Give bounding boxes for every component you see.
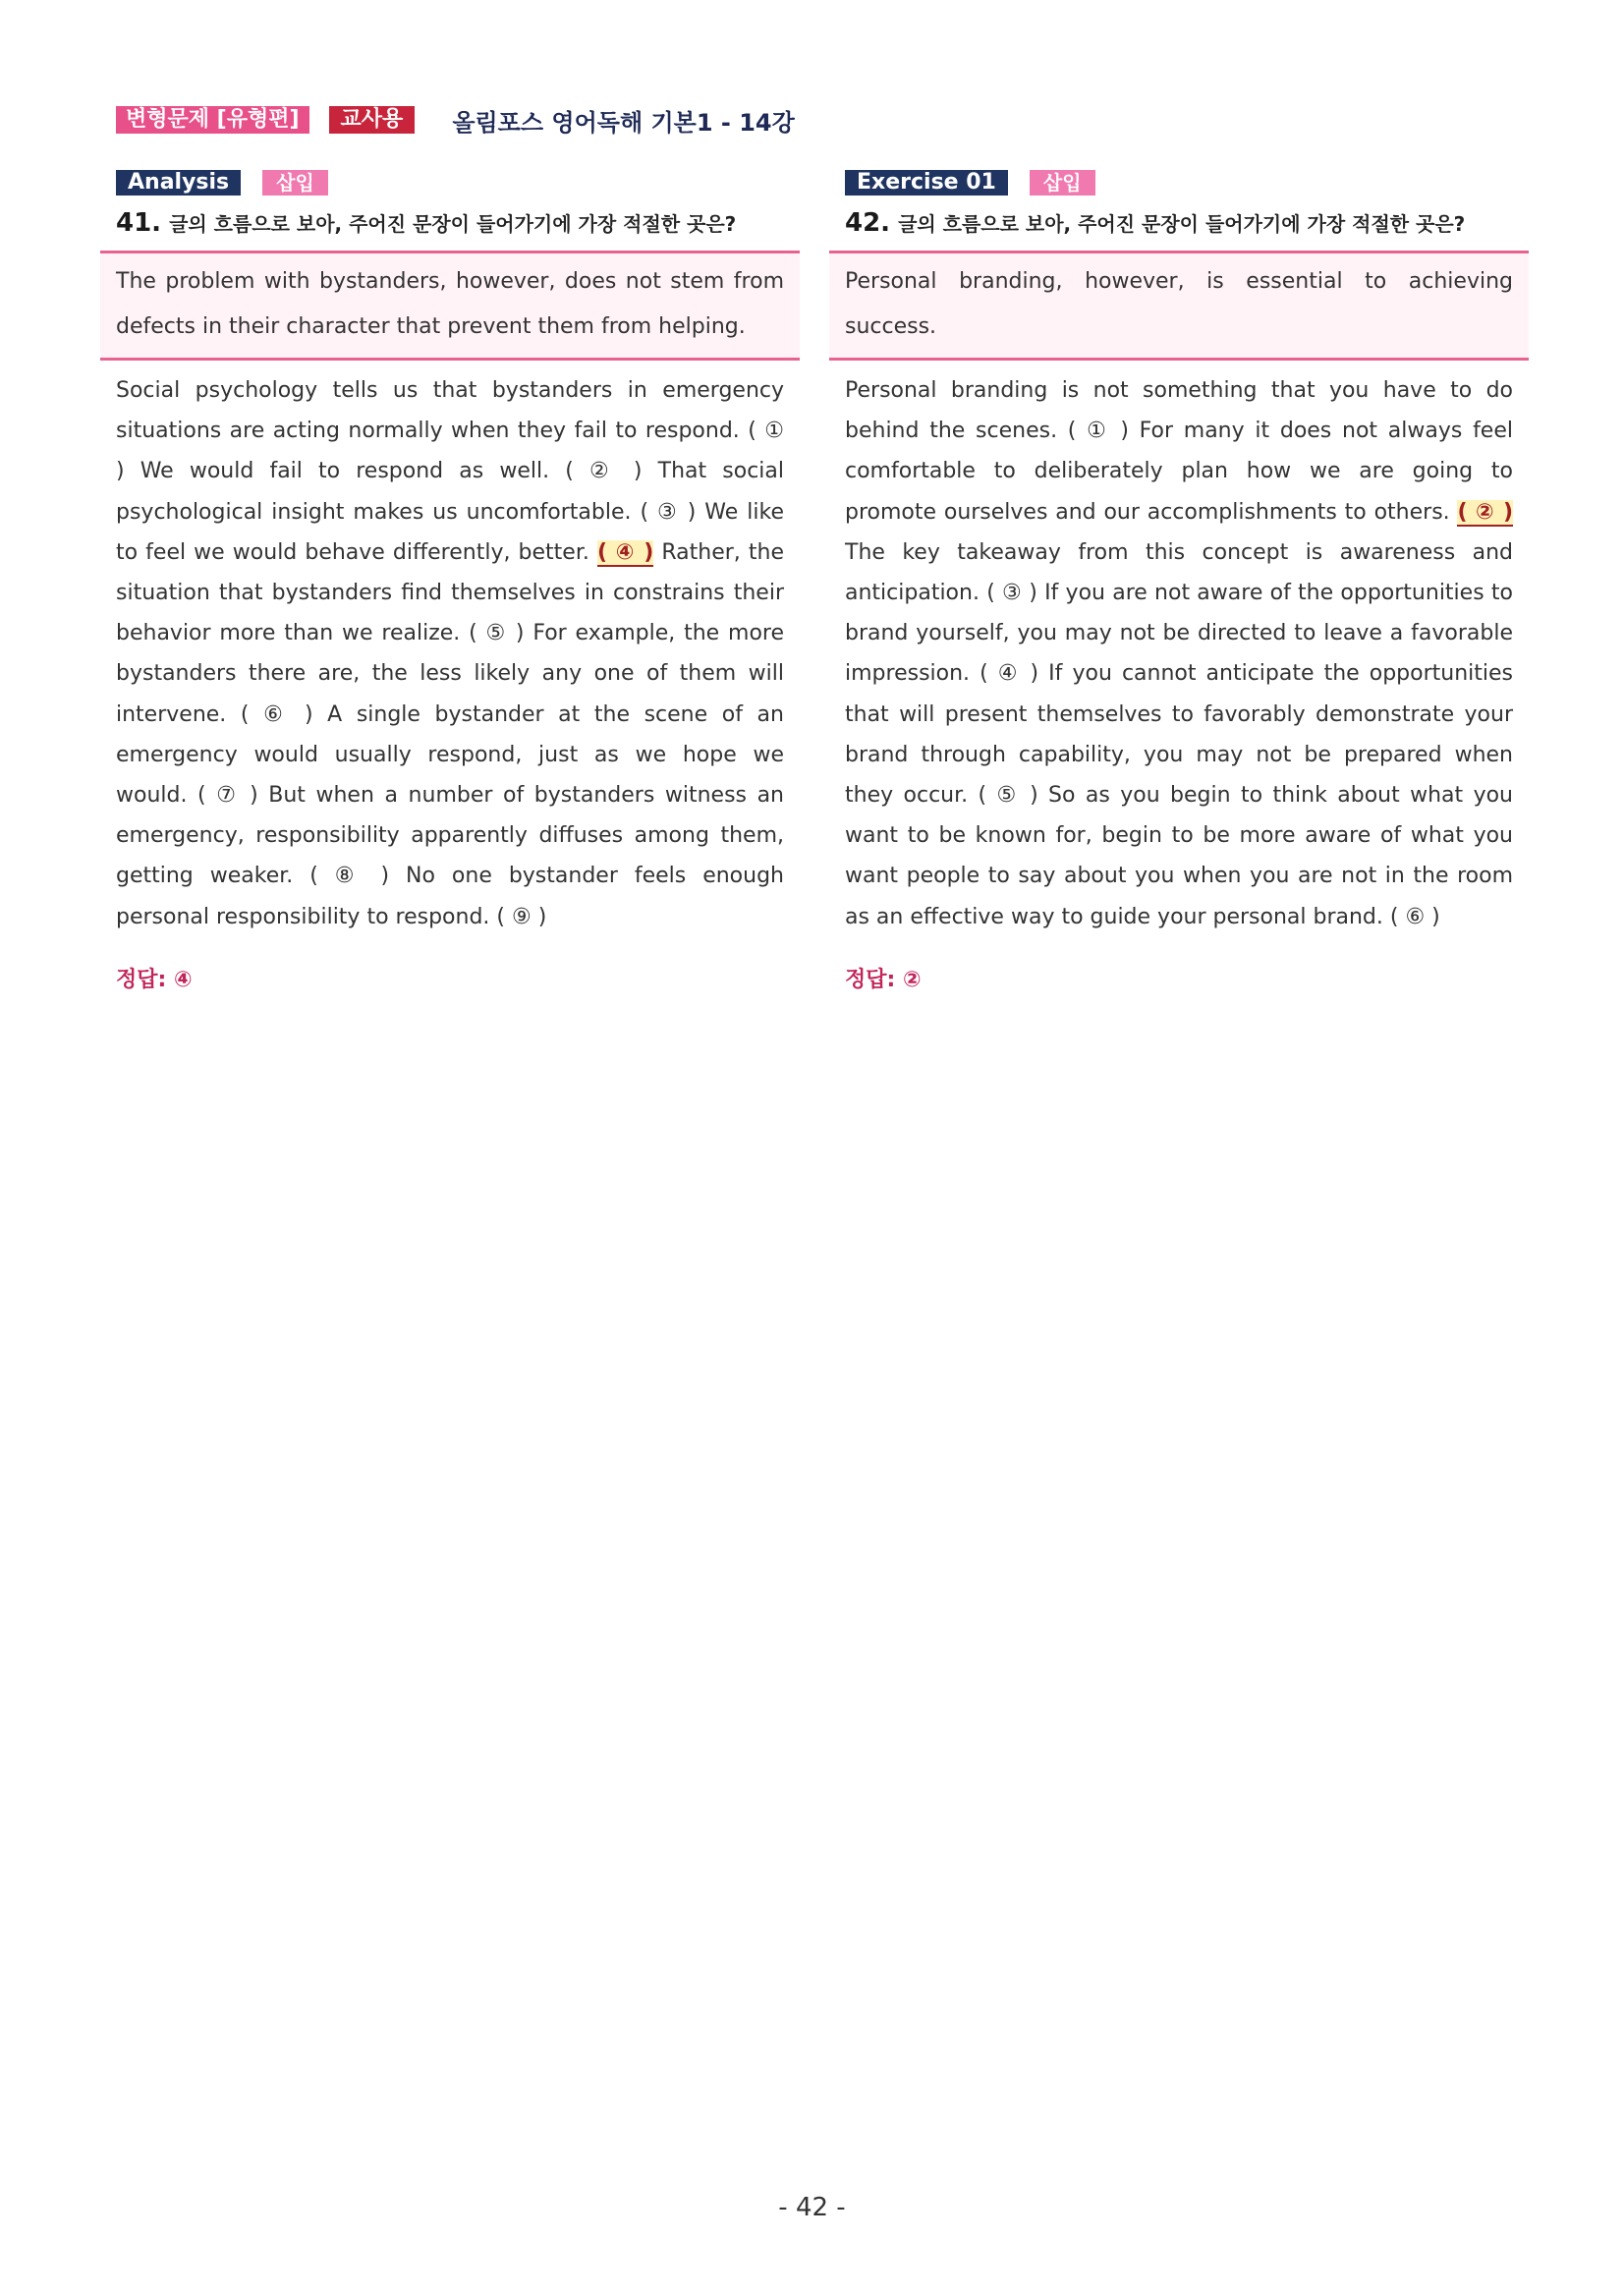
category-tag: 변형문제 [유형편] <box>116 106 309 134</box>
given-sentence: Personal branding, however, is essential to achieving success. <box>845 269 1513 339</box>
section-label: Exercise 01 <box>845 170 1008 196</box>
question-number: 41. <box>116 208 162 238</box>
passage-text-a: Personal branding is not something that you have to do behind the scenes. ( ① ) For many it does not always feel comfortable to deliberately plan how we are going to promote ourselves and our accomplishments to others. <box>845 378 1513 525</box>
answer-key: 정답: ④ <box>116 967 193 992</box>
passage <box>829 361 1529 937</box>
passage-text-a: Social psychology tells us that bystanders in emergency situations are acting normally when they fail to respond. ( ① ) We would fail to respond as well. ( ② ) That social psychological insight makes us uncomfortable. ( ③ ) We like to feel we would behave differently, better. <box>116 378 784 565</box>
answer-key: 정답: ② <box>845 967 922 992</box>
passage-text-b: The key takeaway from this concept is awareness and anticipation. ( ③ ) If you are not aware of the opportunities to brand yourself, you may not be directed to leave a favorable impression. ( ④ ) If you cannot anticipate the opportunities that will present themselves to favorably demonstrate your brand through capability, you may not be prepared when they occur. ( ⑤ ) So as you begin to think about what you want to be known for, begin to be more aware of what you want people to say about you when you are not in the room as an effective way to guide your personal brand. ( ⑥ ) <box>845 539 1513 929</box>
question-text: 글의 흐름으로 보아, 주어진 문장이 들어가기에 가장 적절한 곳은? <box>898 212 1466 236</box>
answer-position-mark: ( ② ) <box>1457 499 1514 525</box>
question-type-tag: 삽입 <box>1030 170 1095 196</box>
page-number: - 42 - <box>778 2193 846 2222</box>
book-title: 올림포스 영어독해 기본1 - 14강 <box>452 108 795 137</box>
question-number: 42. <box>845 208 891 238</box>
page-header <box>116 104 795 136</box>
section-labels <box>829 169 1529 196</box>
given-sentence: The problem with bystanders, however, does not stem from defects in their character that prevent them from helping. <box>116 269 784 339</box>
question-41-column <box>100 169 800 993</box>
question-42-column <box>829 169 1529 993</box>
passage <box>100 361 800 937</box>
answer-position-mark: ( ④ ) <box>596 539 654 565</box>
question-prompt <box>829 204 1509 243</box>
question-text: 글의 흐름으로 보아, 주어진 문장이 들어가기에 가장 적절한 곳은? <box>169 212 737 236</box>
question-prompt <box>100 204 780 243</box>
question-type-tag: 삽입 <box>262 170 328 196</box>
section-label: Analysis <box>116 170 241 196</box>
given-sentence-box <box>100 251 800 361</box>
passage-text-b: Rather, the situation that bystanders find themselves in constrains their behavior more than we realize. ( ⑤ ) For example, the more bystanders there are, the less likely any one of them will intervene. ( ⑥ ) A single bystander at the scene of an emergency would usually respond, just as we hope we would. ( ⑦ ) But when a number of bystanders witness an emergency, responsibility apparently diffuses among them, getting weaker. ( ⑧ ) No one bystander feels enough personal responsibility to respond. ( ⑨ ) <box>116 539 784 929</box>
teacher-tag: 교사용 <box>329 106 416 134</box>
section-labels <box>100 169 800 196</box>
given-sentence-box <box>829 251 1529 361</box>
